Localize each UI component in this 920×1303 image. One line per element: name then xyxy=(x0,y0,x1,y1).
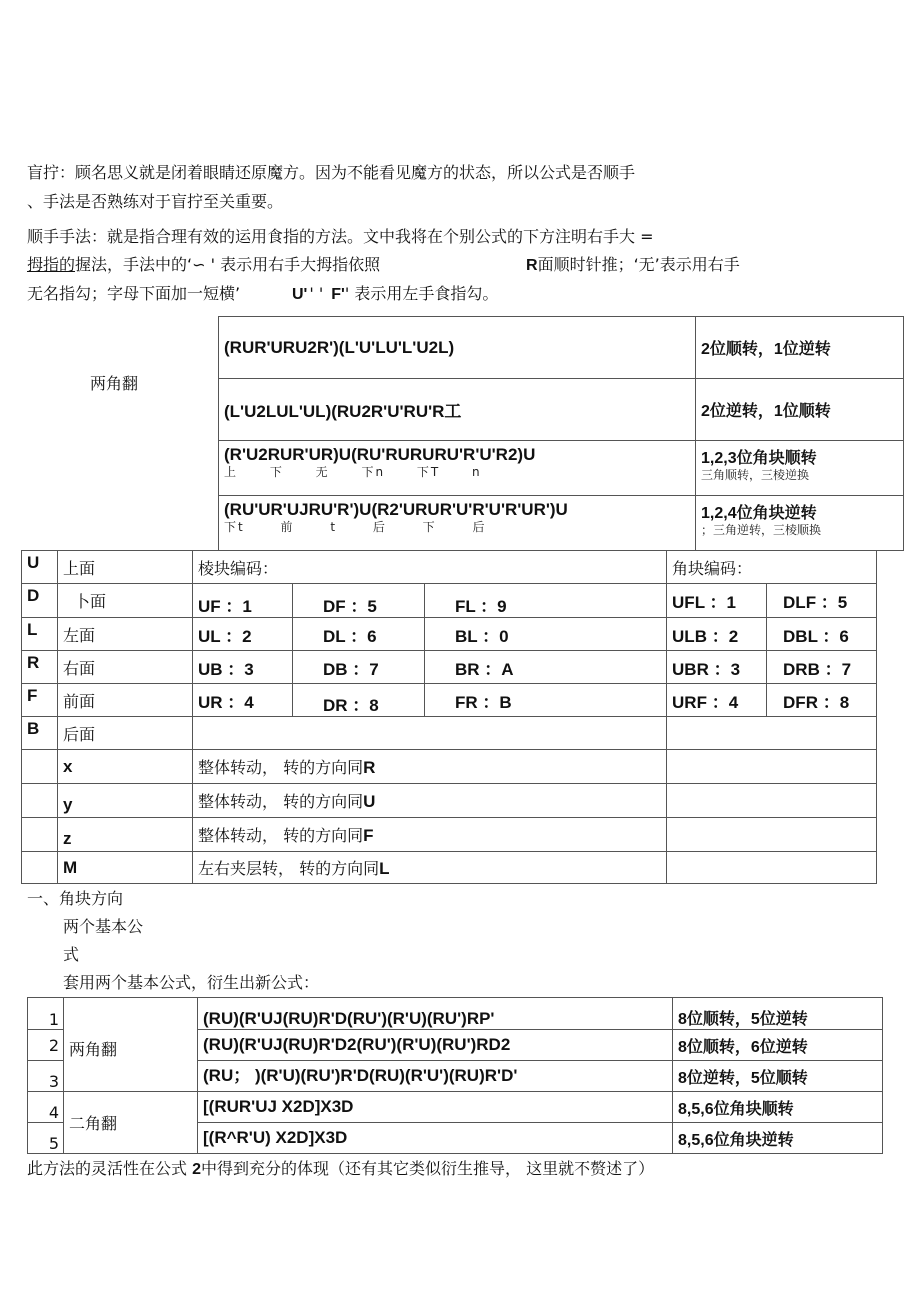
move-symbol: x xyxy=(58,750,193,784)
table-row xyxy=(28,998,883,1030)
intro-line-1: 盲拧：顾名思义就是闭着眼睛还原魔方。因为不能看见魔方的状态，所以公式是否顺手 xyxy=(27,163,636,182)
desc-subtext: ；三角逆转，三棱顺换 xyxy=(701,523,822,537)
empty-cell xyxy=(22,818,58,852)
formula-cell xyxy=(219,496,696,551)
table-row xyxy=(22,750,877,784)
face-letter: B xyxy=(22,717,58,750)
formula-cell: (RUR'URU2R')(L'U'LU'L'U2L) xyxy=(219,317,696,379)
face-letter: R xyxy=(22,651,58,684)
empty-cell xyxy=(667,750,877,784)
edge-code: UL ：2 xyxy=(193,618,293,651)
corner-code: UBR ：3 xyxy=(667,651,767,684)
move-desc-text: 整体转动， 转的方向同 xyxy=(198,792,364,811)
edge-header: 棱块编码： xyxy=(193,551,667,584)
group-label: 两角翻 xyxy=(64,998,198,1092)
method-text: 无名指勾；字母下面加一短横’ xyxy=(27,284,241,303)
edge-code: DL ：6 xyxy=(293,618,425,651)
method-line-2 xyxy=(27,255,380,275)
formula-cell: (RU)(R'UJ(RU)R'D2(RU')(R'U)(RU')RD2 xyxy=(198,1030,673,1061)
empty-cell xyxy=(667,784,877,818)
move-desc xyxy=(193,750,667,784)
desc-cell: 2位顺转，1位逆转 xyxy=(696,317,904,379)
method-line-1: 顺手手法：就是指合理有效的运用食指的方法。文中我将在个别公式的下方注明右手大 = xyxy=(27,227,654,246)
notation-table xyxy=(21,550,877,884)
desc-subtext: 三角顺转，三棱逆换 xyxy=(701,468,810,482)
face-name: 上面 xyxy=(58,551,193,584)
move-symbol: M xyxy=(58,852,193,884)
desc-text: 1,2,3位角块顺转 xyxy=(701,450,817,467)
empty-cell xyxy=(667,818,877,852)
method-text: 面顺时针推；‘无’表示用右手 xyxy=(537,255,740,274)
footer-text: 中得到充分的体现（还有其它类似衍生推导， 这里就不赘述了） xyxy=(201,1159,655,1178)
formula-cell: (RU； )(R'U)(RU')R'D(RU)(R'U')(RU)R'D' xyxy=(198,1061,673,1092)
formula-cell: (L'U2LUL'UL)(RU2R'U'RU'R工 xyxy=(219,379,696,441)
corner-code: DLF ：5 xyxy=(767,584,877,618)
edge-code: DF ：5 xyxy=(293,584,425,618)
table-row xyxy=(219,496,904,551)
corner-code: DRB ：7 xyxy=(767,651,877,684)
desc-cell: 2位逆转，1位顺转 xyxy=(696,379,904,441)
table-row xyxy=(22,852,877,884)
edge-code: FR ：B xyxy=(425,684,667,717)
footer-line xyxy=(27,1159,654,1180)
formula-table-2 xyxy=(27,997,883,1154)
empty-cell xyxy=(193,717,667,750)
move-desc xyxy=(193,818,667,852)
desc-cell: 8,5,6位角块顺转 xyxy=(673,1092,883,1123)
face-letter: F xyxy=(22,684,58,717)
edge-code: FL ：9 xyxy=(425,584,667,618)
empty-cell xyxy=(667,717,877,750)
footer-text: 此方法的灵活性在公式 xyxy=(27,1159,193,1178)
edge-code: UR ：4 xyxy=(193,684,293,717)
desc-cell: 8位顺转，6位逆转 xyxy=(673,1030,883,1061)
table-row xyxy=(22,684,877,717)
formula-cell: (RU)(R'UJ(RU)R'D(RU')(R'U)(RU')RP' xyxy=(198,998,673,1030)
table-row xyxy=(22,717,877,750)
row-number: 4 xyxy=(28,1092,64,1123)
move-symbol: z xyxy=(58,818,193,852)
method-text: ' ' xyxy=(309,284,324,303)
table-row xyxy=(219,317,904,379)
row-number: 5 xyxy=(28,1123,64,1154)
method-underlined-text: 拇指的 xyxy=(27,255,76,274)
corner-code: DBL ：6 xyxy=(767,618,877,651)
method-f-letter: F' xyxy=(331,286,345,303)
move-desc-text: 整体转动， 转的方向同 xyxy=(198,826,364,845)
formula-cell: [(RUR'UJ X2D]X3D xyxy=(198,1092,673,1123)
section-sub-3: 套用两个基本公式，衍生出新公式： xyxy=(63,973,320,992)
move-direction: L xyxy=(379,859,390,878)
desc-cell: 8,5,6位角块逆转 xyxy=(673,1123,883,1154)
table-row xyxy=(22,651,877,684)
edge-code: BL ：0 xyxy=(425,618,667,651)
empty-cell xyxy=(22,852,58,884)
empty-cell xyxy=(667,852,877,884)
table1-group-label: 两角翻 xyxy=(90,374,139,393)
move-symbol: y xyxy=(58,784,193,818)
method-line-3-right xyxy=(292,284,498,305)
edge-code: BR ：A xyxy=(425,651,667,684)
formula-text: (RU'UR'UJRU'R')U(R2'URUR'U'R'U'R'UR')U xyxy=(224,500,568,519)
desc-cell xyxy=(696,441,904,496)
edge-code: DR ：8 xyxy=(293,684,425,717)
move-desc xyxy=(193,852,667,884)
corner-code: DFR ：8 xyxy=(767,684,877,717)
footer-number: 2 xyxy=(192,1161,201,1178)
formula-text: (R'U2RUR'UR)U(RU'RURURU'R'U'R2)U xyxy=(224,445,536,464)
method-r-letter: R xyxy=(526,257,538,274)
formula-table-1 xyxy=(218,316,904,551)
intro-line-2: 、手法是否熟练对于盲拧至关重要。 xyxy=(27,192,284,211)
face-name: 右面 xyxy=(58,651,193,684)
method-u-letter: U' xyxy=(292,286,308,303)
corner-code: URF ：4 xyxy=(667,684,767,717)
hand-hint: 上 下 无 下n 下T n xyxy=(224,465,482,479)
hand-hint: 下t 前 t 后 下 后 xyxy=(224,520,487,534)
empty-cell xyxy=(22,750,58,784)
method-text: 握法，手法中的‘∽ ' 表示用右手大拇指依照 xyxy=(75,255,381,274)
table-row xyxy=(22,584,877,618)
face-name: 后面 xyxy=(58,717,193,750)
method-line-3 xyxy=(27,284,240,304)
desc-text: 1,2,4位角块逆转 xyxy=(701,505,817,522)
formula-cell xyxy=(219,441,696,496)
corner-code: UFL ：1 xyxy=(667,584,767,618)
table-row xyxy=(22,818,877,852)
method-line-2-right xyxy=(526,255,740,276)
table-row xyxy=(219,441,904,496)
section-heading: 一、角块方向 xyxy=(27,889,124,908)
table-row xyxy=(28,1092,883,1123)
face-letter: U xyxy=(22,551,58,584)
face-name: 卜面 xyxy=(58,584,193,618)
move-direction: R xyxy=(363,758,376,777)
table-row xyxy=(22,784,877,818)
row-number: 1 xyxy=(28,998,64,1030)
table-row xyxy=(22,551,877,584)
table-row xyxy=(22,618,877,651)
desc-cell: 8位顺转，5位逆转 xyxy=(673,998,883,1030)
group-label: 二角翻 xyxy=(64,1092,198,1154)
edge-code: DB ：7 xyxy=(293,651,425,684)
table-row xyxy=(219,379,904,441)
move-direction: F xyxy=(363,826,374,845)
face-letter: D xyxy=(22,584,58,618)
desc-cell: 8位逆转，5位顺转 xyxy=(673,1061,883,1092)
section-sub-2: 式 xyxy=(63,945,80,964)
formula-cell: [(R^R'U) X2D]X3D xyxy=(198,1123,673,1154)
face-letter: L xyxy=(22,618,58,651)
edge-code: UF ：1 xyxy=(193,584,293,618)
row-number: 3 xyxy=(28,1061,64,1092)
move-desc-text: 左右夹层转， 转的方向同 xyxy=(198,859,380,878)
row-number: 2 xyxy=(28,1030,64,1061)
section-sub-1: 两个基本公 xyxy=(63,917,144,936)
corner-header: 角块编码： xyxy=(667,551,877,584)
edge-code: UB ：3 xyxy=(193,651,293,684)
face-name: 左面 xyxy=(58,618,193,651)
desc-cell xyxy=(696,496,904,551)
face-name: 前面 xyxy=(58,684,193,717)
corner-code: ULB ：2 xyxy=(667,618,767,651)
empty-cell xyxy=(22,784,58,818)
method-text: ' 表示用左手食指勾。 xyxy=(344,284,499,303)
move-direction: U xyxy=(363,792,376,811)
move-desc-text: 整体转动， 转的方向同 xyxy=(198,758,364,777)
move-desc xyxy=(193,784,667,818)
